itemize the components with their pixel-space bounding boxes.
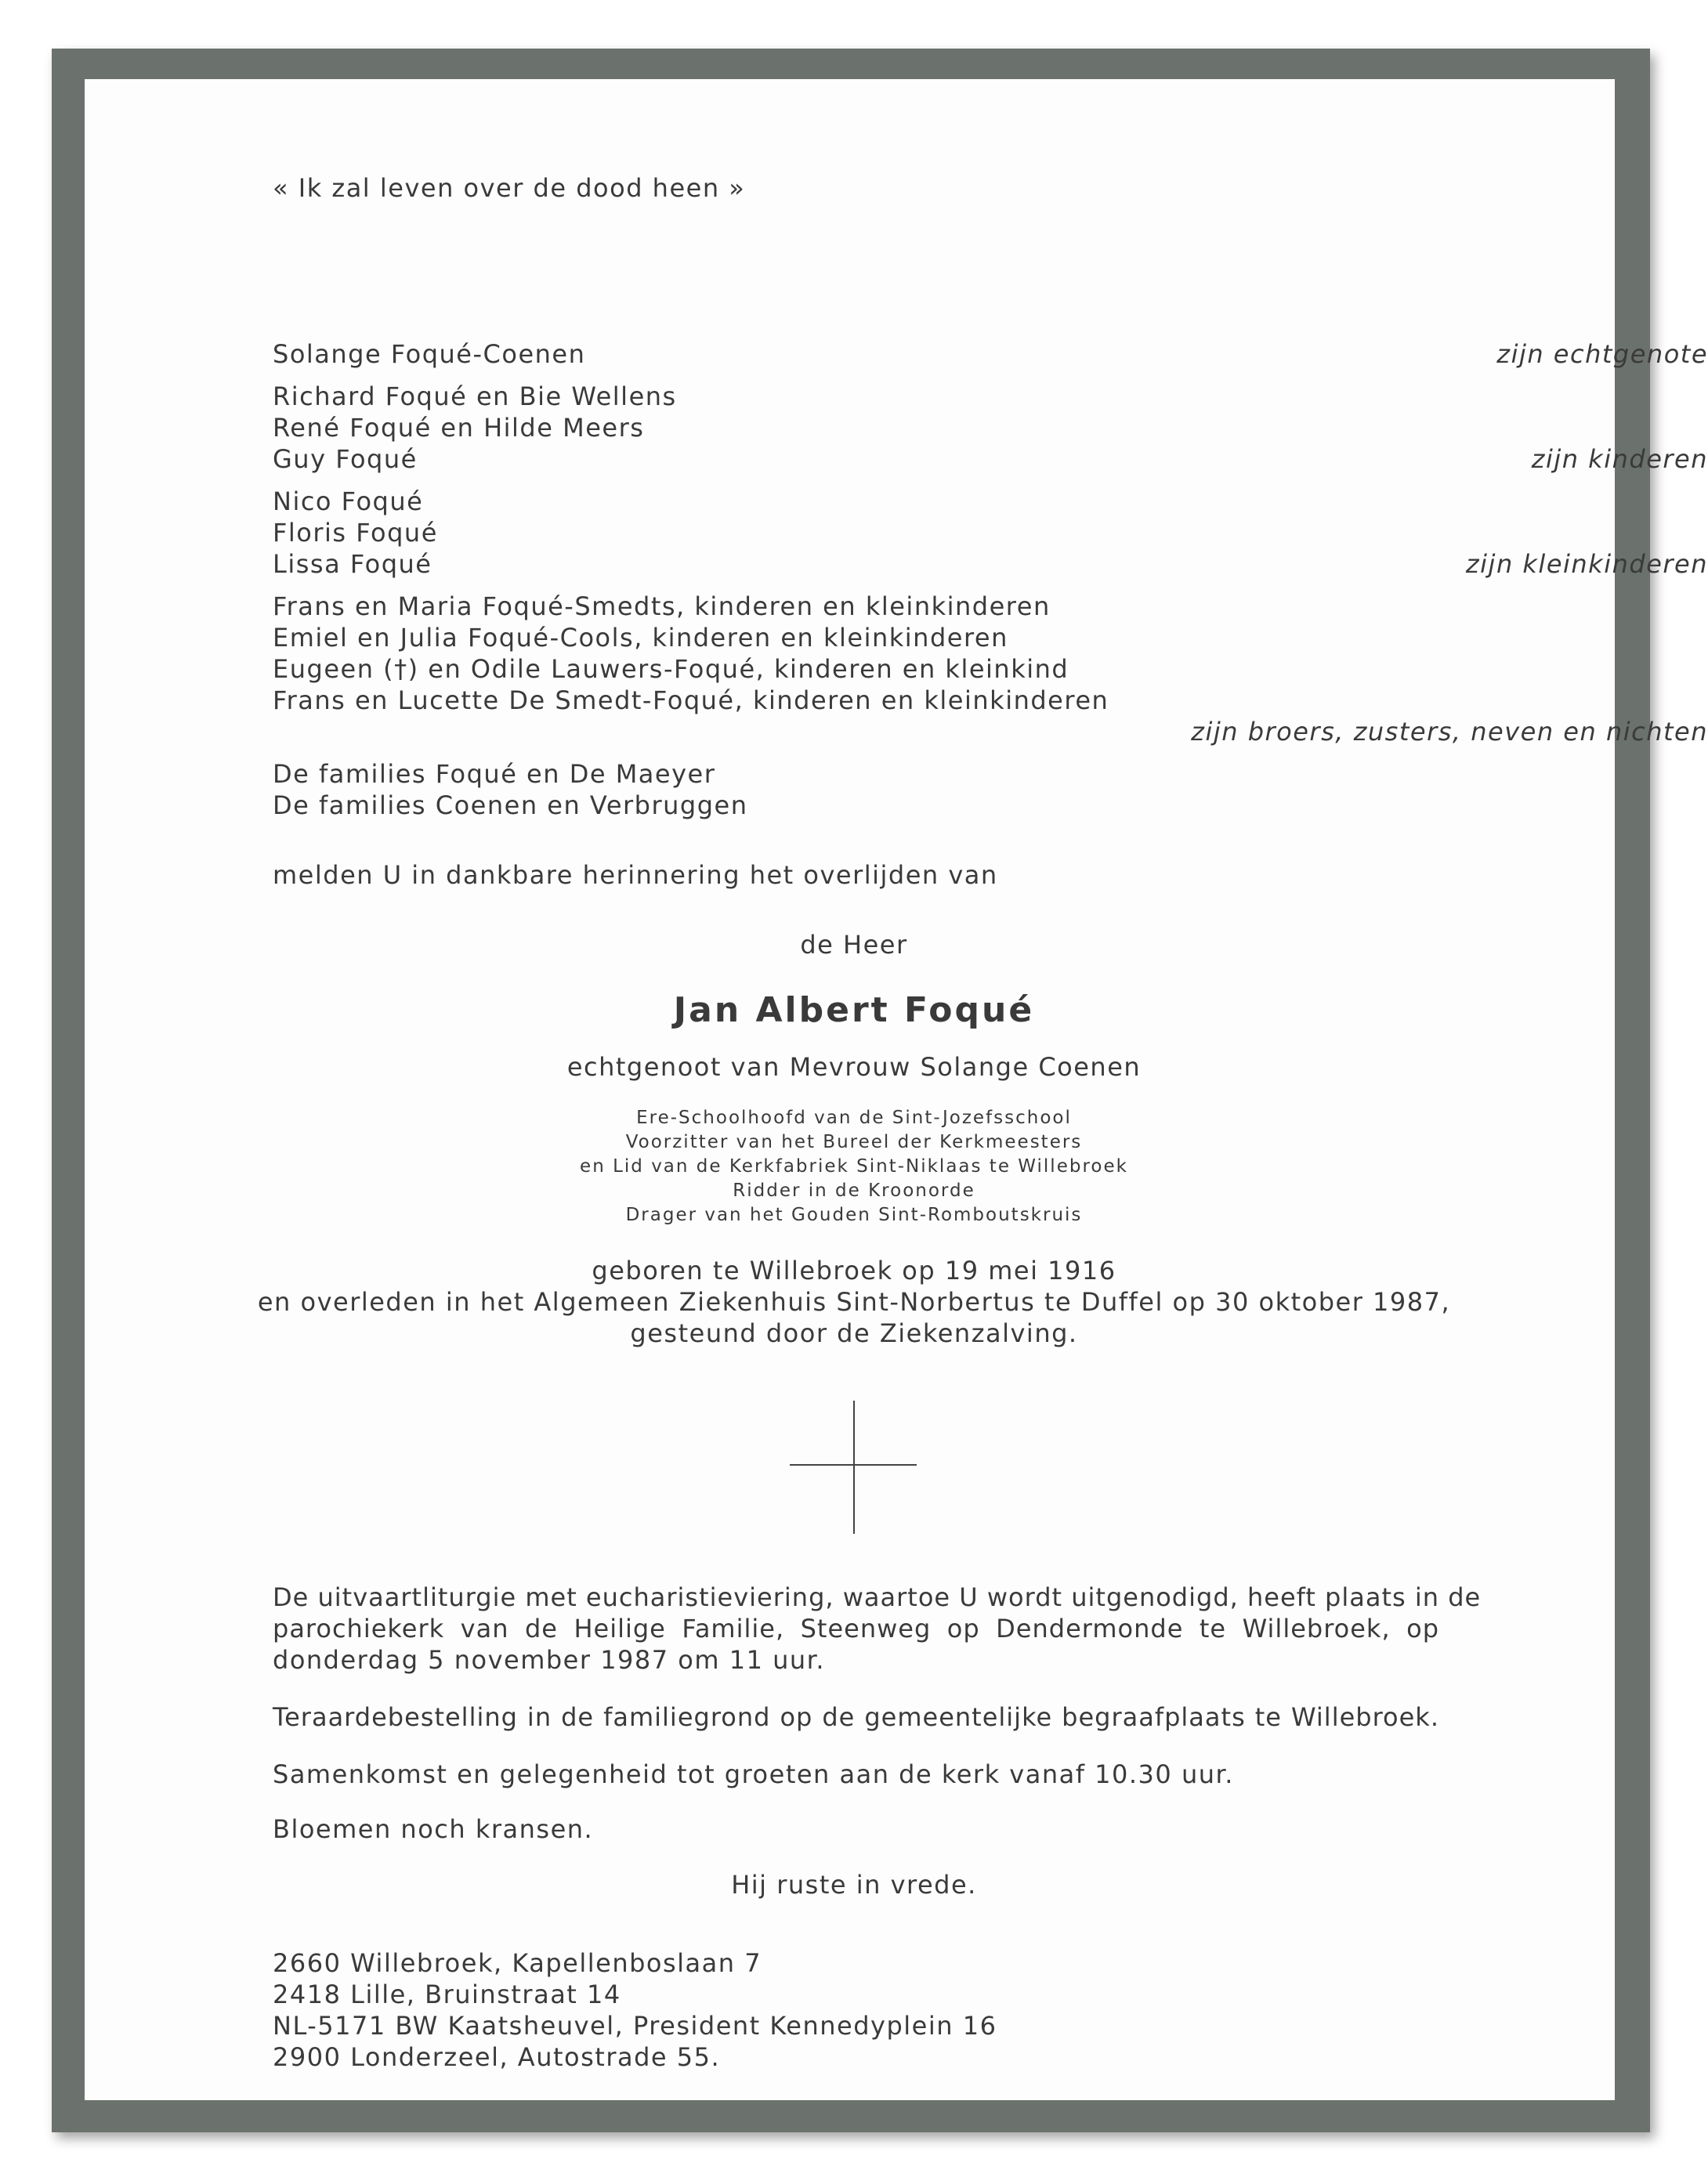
liturgy-line: parochiekerk van de Heilige Familie, Steenweg op Dendermonde te Willebroek, op <box>273 1614 1439 1643</box>
sibling-line: Frans en Maria Foqué-Smedts, kinderen en kleinkinderen <box>273 591 1051 621</box>
family-line: De families Coenen en Verbruggen <box>273 790 748 820</box>
burial-line: Teraardebestelling in de familiegrond op de gemeentelijke begraafplaats te Willebroek. <box>273 1702 1439 1732</box>
flowers-line: Bloemen noch kransen. <box>273 1814 594 1844</box>
grandchildren-role: zijn kleinkinderen <box>1465 549 1708 579</box>
address-line: NL-5171 BW Kaatsheuvel, President Kennedyplein 16 <box>273 2011 997 2041</box>
title-line: Ere-Schoolhoofd van de Sint-Jozefsschool <box>636 1108 1072 1128</box>
announcement: melden U in dankbare herinnering het overlijden van <box>273 860 998 890</box>
honorific: de Heer <box>800 930 908 960</box>
title-line: Ridder in de Kroonorde <box>733 1181 975 1201</box>
grandchild-line: Nico Foqué <box>273 486 424 516</box>
deceased-name: Jan Albert Foqué <box>673 990 1035 1030</box>
spouse-line: echtgenoot van Mevrouw Solange Coenen <box>566 1052 1142 1082</box>
death-line: en overleden in het Algemeen Ziekenhuis Sint-Norbertus te Duffel op 30 oktober 1987, <box>257 1287 1451 1317</box>
title-line: Voorzitter van het Bureel der Kerkmeesters <box>625 1132 1083 1152</box>
liturgy-line: De uitvaartliturgie met eucharistieviering, waartoe U wordt uitgenodigd, heeft plaats in de <box>273 1582 1482 1612</box>
address-line: 2900 Londerzeel, Autostrade 55. <box>273 2042 721 2072</box>
spouse-name: Solange Foqué-Coenen <box>273 339 586 369</box>
liturgy-line: donderdag 5 november 1987 om 11 uur. <box>273 1645 826 1675</box>
closing-prayer: Hij ruste in vrede. <box>731 1870 977 1900</box>
sibling-line: Frans en Lucette De Smedt-Foqué, kinderen en kleinkinderen <box>273 685 1109 715</box>
family-line: De families Foqué en De Maeyer <box>273 759 716 789</box>
cross-icon-bar <box>790 1464 917 1466</box>
child-line: Guy Foqué <box>273 444 418 474</box>
grandchild-line: Floris Foqué <box>273 518 438 548</box>
siblings-role: zijn broers, zusters, neven en nichten <box>1191 717 1708 747</box>
grandchild-line: Lissa Foqué <box>273 549 432 579</box>
cross-icon <box>853 1401 855 1534</box>
title-line: en Lid van de Kerkfabriek Sint-Niklaas te Willebroek <box>580 1156 1128 1177</box>
title-line: Drager van het Gouden Sint-Romboutskruis <box>625 1205 1083 1225</box>
sibling-line: Eugeen (†) en Odile Lauwers-Foqué, kinderen en kleinkind <box>273 654 1069 684</box>
address-line: 2418 Lille, Bruinstraat 14 <box>273 1980 621 2009</box>
gathering-line: Samenkomst en gelegenheid tot groeten aan de kerk vanaf 10.30 uur. <box>273 1759 1234 1789</box>
child-line: Richard Foqué en Bie Wellens <box>273 381 677 411</box>
sibling-line: Emiel en Julia Foqué-Cools, kinderen en kleinkinderen <box>273 623 1008 653</box>
birth-line: geboren te Willebroek op 19 mei 1916 <box>592 1256 1116 1285</box>
address-line: 2660 Willebroek, Kapellenboslaan 7 <box>273 1948 762 1978</box>
motto: « Ik zal leven over de dood heen » <box>273 173 746 203</box>
spouse-role: zijn echtgenote <box>1496 339 1708 369</box>
sacrament-line: gesteund door de Ziekenzalving. <box>630 1318 1078 1348</box>
child-line: René Foqué en Hilde Meers <box>273 413 645 443</box>
children-role: zijn kinderen <box>1531 444 1708 474</box>
